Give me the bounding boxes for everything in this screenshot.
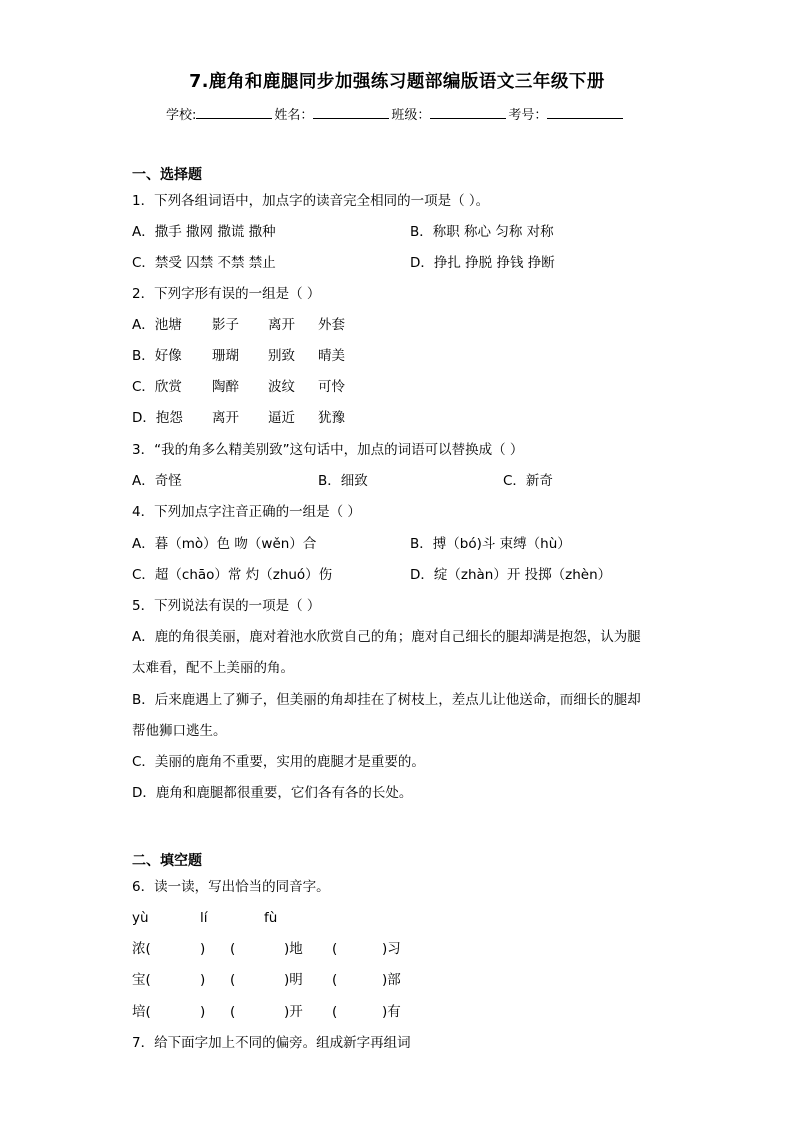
- pinyin-label: yù: [132, 910, 149, 926]
- question-5-text: 5．下列说法有误的一项是（ ）: [132, 598, 321, 614]
- q2-c-word: 陶醉: [212, 379, 239, 395]
- fill-blank-close: )开: [284, 1004, 303, 1020]
- q5-option-a-line2: 太难看，配不上美丽的角。: [132, 660, 294, 676]
- q1-option-a: A．撒手 撒网 撒谎 撒种: [132, 224, 276, 240]
- q5-option-d: D．鹿角和鹿腿都很重要，它们各有各的长处。: [132, 785, 413, 801]
- q3-option-c: C．新奇: [503, 473, 553, 489]
- question-7-text: 7．给下面字加上不同的偏旁。组成新字再组词: [132, 1035, 411, 1051]
- q2-option-a: [132, 316, 345, 334]
- question-3-text: 3．“我的角多么精美别致”这句话中，加点的词语可以替换成（ ）: [132, 442, 524, 458]
- fill-blank-open: (: [332, 972, 338, 988]
- q2-b-word: 珊瑚: [212, 348, 239, 364]
- q2-option-c: [132, 378, 345, 396]
- fill-blank-open: 培(: [132, 1004, 151, 1020]
- q2-c-word: 波纹: [268, 379, 295, 395]
- fill-blank-open: (: [332, 1004, 338, 1020]
- q6-pinyin-row: [132, 909, 277, 927]
- q2-d-word: 离开: [212, 410, 239, 426]
- q5-option-b-line2: 帮他狮口逃生。: [132, 723, 227, 739]
- fill-blank-close: ): [200, 972, 206, 988]
- fill-blank-close: )有: [382, 1004, 401, 1020]
- q1-option-c: C．禁受 囚禁 不禁 禁止: [132, 255, 276, 271]
- q4-option-a: A．暮（mò）色 吻（wěn）合: [132, 536, 317, 552]
- fill-blank-close: ): [200, 941, 206, 957]
- q2-option-b: [132, 347, 345, 365]
- q3-option-a: A．奇怪: [132, 473, 182, 489]
- q1-option-d: D．挣扎 挣脱 挣钱 挣断: [410, 255, 555, 271]
- fill-blank-open: 宝(: [132, 972, 151, 988]
- q2-a-word: A．池塘: [132, 317, 182, 333]
- class-label: 班级：: [391, 108, 431, 123]
- student-info-line: [166, 104, 625, 123]
- number-blank[interactable]: [547, 106, 623, 119]
- question-6-text: 6．读一读，写出恰当的同音字。: [132, 879, 330, 895]
- fill-blank-close: ): [200, 1004, 206, 1020]
- q2-c-word: C．欣赏: [132, 379, 182, 395]
- q2-a-word: 离开: [268, 317, 295, 333]
- fill-blank-open: 浓(: [132, 941, 151, 957]
- name-label: 姓名：: [274, 108, 314, 123]
- fill-blank-close: )习: [382, 941, 401, 957]
- question-1-text: 1．下列各组词语中，加点字的读音完全相同的一项是（ ）。: [132, 193, 490, 209]
- fill-blank-close: )地: [284, 941, 303, 957]
- q2-b-word: 晴美: [318, 348, 345, 364]
- question-2-text: 2．下列字形有误的一组是（ ）: [132, 286, 321, 302]
- q3-option-b: B．细致: [318, 473, 368, 489]
- q2-option-d: [132, 409, 345, 427]
- section-heading-choice: 一、选择题: [132, 167, 202, 183]
- q2-d-word: 逼近: [268, 410, 295, 426]
- pinyin-label: lí: [200, 910, 208, 926]
- q4-option-b: B．搏（bó)斗 束缚（hù）: [410, 536, 571, 552]
- q6-fill-row: [132, 940, 401, 958]
- q2-d-word: D．抱怨: [132, 410, 183, 426]
- q4-option-d: D．绽（zhàn）开 投掷（zhèn）: [410, 567, 612, 583]
- q2-d-word: 犹豫: [318, 410, 345, 426]
- q2-a-word: 外套: [318, 317, 345, 333]
- q2-c-word: 可怜: [318, 379, 345, 395]
- q4-option-c: C．超（chāo）常 灼（zhuó）伤: [132, 567, 333, 583]
- q2-a-word: 影子: [212, 317, 239, 333]
- section-heading-fill: 二、填空题: [132, 853, 202, 869]
- fill-blank-open: (: [230, 941, 236, 957]
- fill-blank-close: )明: [284, 972, 303, 988]
- fill-blank-open: (: [230, 972, 236, 988]
- q5-option-c: C．美丽的鹿角不重要，实用的鹿腿才是重要的。: [132, 754, 425, 770]
- page-title: 7.鹿角和鹿腿同步加强练习题部编版语文三年级下册: [189, 72, 605, 92]
- school-label: 学校:: [166, 108, 197, 123]
- fill-blank-open: (: [230, 1004, 236, 1020]
- name-blank[interactable]: [313, 106, 389, 119]
- pinyin-label: fù: [264, 910, 278, 926]
- q2-b-word: 别致: [268, 348, 295, 364]
- q1-option-b: B．称职 称心 匀称 对称: [410, 224, 554, 240]
- school-blank[interactable]: [196, 106, 272, 119]
- fill-blank-open: (: [332, 941, 338, 957]
- fill-blank-close: )部: [382, 972, 401, 988]
- q5-option-b-line1: B．后来鹿遇上了狮子，但美丽的角却挂在了树枝上，差点儿让他送命，而细长的腿却: [132, 692, 641, 708]
- q6-fill-row: [132, 971, 401, 989]
- class-blank[interactable]: [430, 106, 506, 119]
- q5-option-a-line1: A．鹿的角很美丽，鹿对着池水欣赏自己的角；鹿对自己细长的腿却满是抱怨，认为腿: [132, 629, 641, 645]
- question-4-text: 4．下列加点字注音正确的一组是（ ）: [132, 504, 361, 520]
- q2-b-word: B．好像: [132, 348, 182, 364]
- number-label: 考号：: [508, 108, 548, 123]
- q6-fill-row: [132, 1003, 401, 1021]
